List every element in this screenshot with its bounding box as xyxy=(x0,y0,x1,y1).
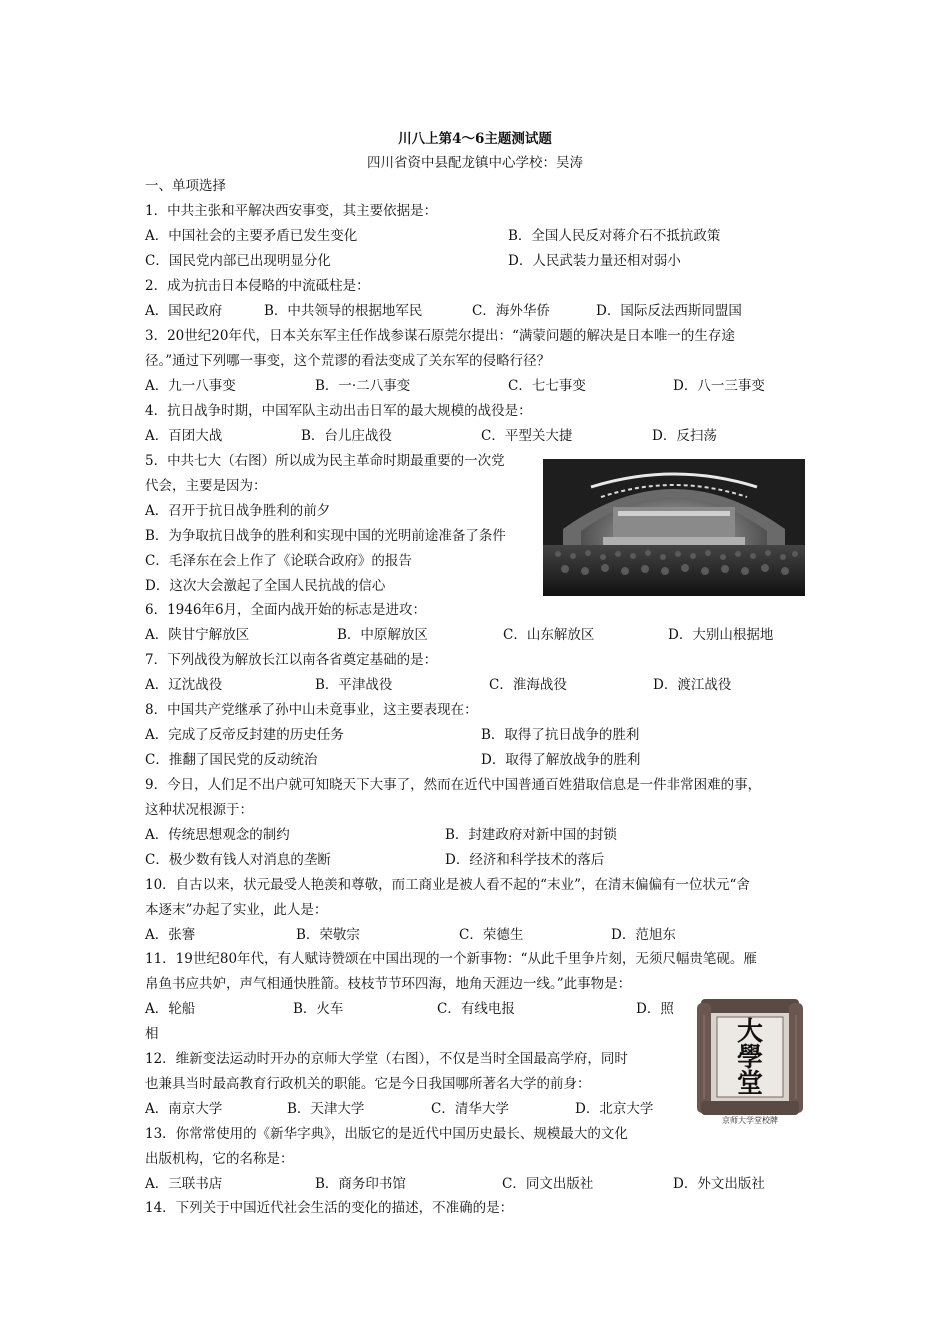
question-12-stem-line1: 12．维新变法运动时开办的京师大学堂（右图），不仅是当时全国最高学府，同时 xyxy=(145,1051,628,1067)
q1-option-b: B．全国人民反对蒋介石不抵抗政策 xyxy=(508,228,721,244)
question-13-stem-line2: 出版机构，它的名称是： xyxy=(145,1151,294,1167)
q3-option-b: B．一·二八事变 xyxy=(315,378,411,394)
q8-option-d: D．取得了解放战争的胜利 xyxy=(481,752,641,768)
q11-option-a: A．轮船 xyxy=(145,1001,196,1017)
q5-option-d: D．这次大会激起了全国人民抗战的信心 xyxy=(145,578,386,594)
q12-option-c: C．清华大学 xyxy=(431,1101,509,1117)
q6-option-d: D．大别山根据地 xyxy=(668,627,774,643)
q13-option-d: D．外文出版社 xyxy=(673,1176,765,1192)
q2-option-b: B．中共领导的根据地军民 xyxy=(264,303,423,319)
plaque-caption: 京师大学堂校牌 xyxy=(722,1116,778,1125)
plaque-characters: 大學堂 xyxy=(736,1017,763,1099)
question-9-stem-line2: 这种状况根源于： xyxy=(145,802,253,818)
question-10-stem-line1: 10．自古以来，状元最受人艳羡和尊敬，而工商业是被人看不起的“末业”，在清末偏偏有一位状元“舍 xyxy=(145,877,750,893)
q5-option-b: B．为争取抗日战争的胜利和实现中国的光明前途准备了条件 xyxy=(145,528,506,544)
q11-option-b: B．火车 xyxy=(293,1001,344,1017)
q9-option-b: B．封建政府对新中国的封锁 xyxy=(445,827,617,843)
q4-option-a: A．百团大战 xyxy=(145,428,223,444)
q9-option-d: D．经济和科学技术的落后 xyxy=(445,852,605,868)
q6-option-b: B．中原解放区 xyxy=(337,627,428,643)
seventh-congress-photo xyxy=(543,459,805,596)
q2-option-a: A．国民政府 xyxy=(145,303,223,319)
question-11-stem-line2: 帛鱼书应共妒，声气相通快胜箭。枝枝节节环四海，地角天涯边一线。”此事物是： xyxy=(145,976,632,992)
question-4-stem: 4．抗日战争时期，中国军队主动出击日军的最大规模的战役是： xyxy=(145,403,532,419)
question-3-stem-line2: 径。”通过下列哪一事变，这个荒谬的看法变成了关东军的侵略行径？ xyxy=(145,353,551,369)
q10-option-d: D．范旭东 xyxy=(611,927,676,943)
q7-option-b: B．平津战役 xyxy=(315,677,393,693)
q13-option-a: A．三联书店 xyxy=(145,1176,223,1192)
page-subtitle: 四川省资中县配龙镇中心学校：吴涛 xyxy=(367,155,583,171)
question-5-stem-line1: 5．中共七大（右图）所以成为民主革命时期最重要的一次党 xyxy=(145,453,505,469)
question-7-stem: 7．下列战役为解放长江以南各省奠定基础的是： xyxy=(145,652,438,668)
q3-option-a: A．九一八事变 xyxy=(145,378,236,394)
q6-option-a: A．陕甘宁解放区 xyxy=(145,627,250,643)
q2-option-c: C．海外华侨 xyxy=(472,303,550,319)
q7-option-c: C．淮海战役 xyxy=(489,677,567,693)
q5-option-c: C．毛泽东在会上作了《论联合政府》的报告 xyxy=(145,553,412,569)
q7-option-d: D．渡江战役 xyxy=(653,677,732,693)
question-9-stem-line1: 9．今日，人们足不出户就可知晓天下大事了，然而在近代中国普通百姓猎取信息是一件非常困难的事， xyxy=(145,777,762,793)
question-1-stem: 1．中共主张和平解决西安事变，其主要依据是： xyxy=(145,203,438,219)
q3-option-d: D．八一三事变 xyxy=(673,378,765,394)
q9-option-c: C．极少数有钱人对消息的垄断 xyxy=(145,852,331,868)
q11-option-c: C．有线电报 xyxy=(437,1001,515,1017)
question-3-stem-line1: 3．20世纪20年代，日本关东军主任作战参谋石原莞尔提出：“满蒙问题的解决是日本唯一的生存途 xyxy=(145,328,735,344)
q1-option-c: C．国民党内部已出现明显分化 xyxy=(145,253,331,269)
q10-option-b: B．荣敬宗 xyxy=(296,927,360,943)
question-6-stem: 6．1946年6月，全面内战开始的标志是进攻： xyxy=(145,602,427,618)
question-10-stem-line2: 本逐末”办起了实业，此人是： xyxy=(145,902,328,918)
q6-option-c: C．山东解放区 xyxy=(503,627,595,643)
q1-option-d: D．人民武装力量还相对弱小 xyxy=(508,253,681,269)
section-heading: 一、单项选择 xyxy=(145,178,226,194)
question-12-stem-line2: 也兼具当时最高教育行政机关的职能。它是今日我国哪所著名大学的前身： xyxy=(145,1076,591,1092)
q10-option-a: A．张謇 xyxy=(145,927,196,943)
q4-option-d: D．反扫荡 xyxy=(652,428,717,444)
q13-option-b: B．商务印书馆 xyxy=(315,1176,406,1192)
q4-option-b: B．台儿庄战役 xyxy=(301,428,392,444)
question-5-stem-line2: 代会，主要是因为： xyxy=(145,478,267,494)
question-13-stem-line1: 13．你常常使用的《新华字典》，出版它的是近代中国历史最长、规模最大的文化 xyxy=(145,1126,628,1142)
page-title: 川八上第4～6主题测试题 xyxy=(398,131,552,147)
question-8-stem: 8．中国共产党继承了孙中山未竟事业，这主要表现在： xyxy=(145,702,478,718)
congress-hall-image xyxy=(543,459,805,596)
question-2-stem: 2．成为抗击日本侵略的中流砥柱是： xyxy=(145,278,370,294)
q13-option-c: C．同文出版社 xyxy=(502,1176,594,1192)
q12-option-b: B．天津大学 xyxy=(287,1101,365,1117)
jingshi-university-plaque-image xyxy=(695,995,805,1127)
question-14-stem: 14．下列关于中国近代社会生活的变化的描述，不准确的是： xyxy=(145,1200,514,1216)
q8-option-a: A．完成了反帝反封建的历史任务 xyxy=(145,727,344,743)
q7-option-a: A．辽沈战役 xyxy=(145,677,223,693)
q9-option-a: A．传统思想观念的制约 xyxy=(145,827,290,843)
q11-option-d: D．照 xyxy=(636,1001,674,1017)
q12-option-a: A．南京大学 xyxy=(145,1101,223,1117)
q8-option-b: B．取得了抗日战争的胜利 xyxy=(481,727,640,743)
question-11-stem-line1: 11．19世纪80年代，有人赋诗赞颂在中国出现的一个新事物：“从此千里争片刻，无须尺幅贵笔砚。雁 xyxy=(145,951,757,967)
q11-option-d-wrap: 相 xyxy=(145,1026,159,1042)
q10-option-c: C．荣德生 xyxy=(459,927,524,943)
q5-option-a: A．召开于抗日战争胜利的前夕 xyxy=(145,503,331,519)
q12-option-d: D．北京大学 xyxy=(575,1101,654,1117)
q1-option-a: A．中国社会的主要矛盾已发生变化 xyxy=(145,228,358,244)
q2-option-d: D．国际反法西斯同盟国 xyxy=(596,303,742,319)
q4-option-c: C．平型关大捷 xyxy=(481,428,573,444)
q8-option-c: C．推翻了国民党的反动统治 xyxy=(145,752,318,768)
q3-option-c: C．七七事变 xyxy=(508,378,586,394)
